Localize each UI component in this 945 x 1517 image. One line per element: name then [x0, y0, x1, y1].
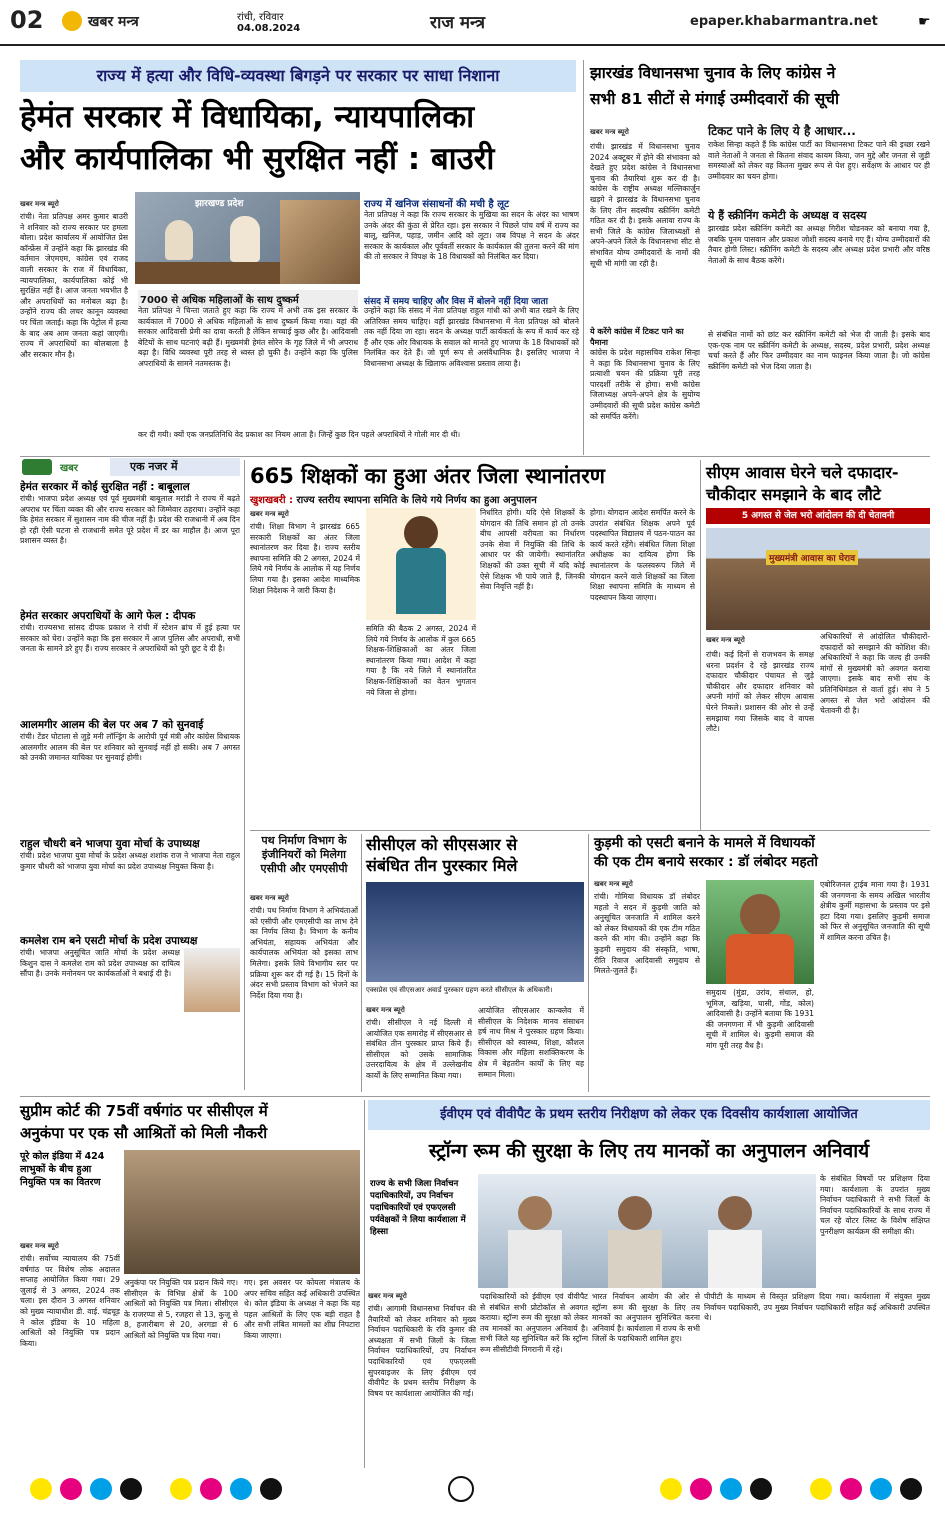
engineers-byline: खबर मन्त्र ब्यूरो [250, 894, 289, 902]
crosshair-icon [448, 1476, 474, 1502]
lead-col4: उन्होंने कहा कि संसद में नेता प्रतिपक्ष राहुल गांधी को अभी बात रखने के लिए अतिरिक्त समय चाहिए। वहीं झारखंड विधानसभा में नेता प्रतिपक्ष को बोलने तक नहीं दिया जा रहा। सदन के अध्यक्ष पार्टी कार्यकर्ता के रूप में कार्य कर रहे हैं और एक ओर विधायक के सवाल को मानते हुए भाजपा के 18 विधायकों को निलंबित कर देते हैं। जो पूर्ण रूप से असंवैधानिक है। इसलिए भाजपा ने विधानसभा अध्यक्ष के खिलाफ अविश्वास प्रस्ताव लाया है। [364, 306, 579, 368]
brand-logo-icon [62, 11, 82, 31]
evm-byline: खबर मन्त्र ब्यूरो [368, 1292, 407, 1300]
list-item-head: कमलेश राम बने एसटी मोर्चा के प्रदेश उपाध्यक्ष [20, 935, 198, 947]
congress-tail: से संबंधित नामों को छांट कर स्क्रीनिंग कमेटी को भेज दी जाती है। इसके बाद एक-एक नाम पर स्क्रीनिंग कमेटी के अध्यक्ष, सदस्य, प्रदेश प्रभारी, प्रदेश अध्यक्ष चर्चा करते हैं और फिर उम्मीदवार का नाम फाइनल किया जाता है। जो कांग्रेस स्क्रीनिंग कमेटी को भेज दिया जाता है। [708, 330, 930, 371]
ccl-headline: सीसीएल को सीएसआर से संबंधित तीन पुरस्कार मिले [366, 835, 518, 875]
cursor-icon: ☛ [918, 14, 931, 30]
congress-byline: खबर मन्त्र ब्यूरो [590, 128, 629, 136]
evm-photo [478, 1174, 816, 1288]
list-item-text: रांची। टेंडर घोटाला से जुड़े मनी लॉन्ड्रिंग के आरोपी पूर्व मंत्री और कांग्रेस विधायक आलमगीर आलम की बेल पर शनिवार को सुनवाई नहीं हो सकी। अब 7 अगस्त को उनकी जमानत याचिका पर सुनवाई होगी। [20, 732, 240, 763]
ccl-byline: खबर मन्त्र ब्यूरो [366, 1006, 405, 1014]
congress-headline: झारखंड विधानसभा चुनाव के लिए कांग्रेस ने सभी 81 सीटों से मंगाई उम्मीदवारों की सूची [590, 64, 840, 108]
supreme-byline: खबर मन्त्र ब्यूरो [20, 1242, 59, 1250]
lead-headline: हेमंत सरकार में विधायिका, न्यायपालिका और कार्यपालिका भी सुरक्षित नहीं : बाउरी [20, 99, 495, 177]
dateline-city: रांची, रविवार [237, 12, 284, 23]
teachers-byline: खबर मन्त्र ब्यूरो [250, 510, 289, 518]
dateline-date: 04.08.2024 [237, 23, 301, 34]
ek-nazar-icon [22, 459, 52, 475]
supreme-col3: गए। इस अवसर पर कोयला मंत्रालय के अपर सचिव सहित कई अधिकारी उपस्थित थे। कोल इंडिया के अध्यक्ष ने कहा कि यह पहल आश्रितों के लिए एक बड़ी राहत है और सभी लंबित मामलों का शीघ्र निपटारा किया जाएगा। [244, 1278, 360, 1340]
photo-banner-text: झारखण्ड प्रदेश [195, 199, 244, 209]
kudmi-photo [706, 880, 814, 984]
list-item [20, 934, 240, 1068]
awas-col1: रांची। कई दिनों से राजभवन के समक्ष धरना प्रदर्शन दे रहे झारखंड राज्य दफादार चौकीदार पंचायत से जुड़े चौकीदार और दफादार शनिवार को अपनी मांगों को लेकर सीएम आवास घेरने निकले। प्रशासन की ओर से उन्हें समझाया गया जिसके बाद वे वापस लौटे। [706, 650, 814, 734]
congress-col2: कांग्रेस के प्रदेश महासचिव राकेश सिन्हा ने कहा कि विधानसभा चुनाव के लिए प्रत्याशी चयन की प्रक्रिया पूरी तरह पारदर्शी तरीके से होगा। सभी कांग्रेस जिलाध्यक्ष अपने-अपने क्षेत्र के सुयोग्य उम्मीदवारों की सूची प्रदेश कांग्रेस कमेटी को समर्पित करेंगे। [590, 348, 700, 421]
list-item-text: रांची। भाजपा प्रदेश अध्यक्ष एवं पूर्व मुख्यमंत्री बाबूलाल मरांडी ने राज्य में बढ़ते अपराध पर चिंता व्यक्त की और राज्य सरकार को जिम्मेवार ठहराया। उन्होंने कहा कि हेमंत सरकार में सुशासन नाम की चीज नहीं है। प्रदेश की राजधानी में अब दिन हो रही ऐसी घटना से राजधानी समेत पूरे प्रदेश में डर का माहौल है। आज पूरा प्रशासन व्यस्त है। [20, 494, 240, 546]
awas-headline: सीएम आवास घेरने चले दफादार- चौकीदार समझाने के बाद लौटे [706, 463, 899, 504]
lead-col1: रांची। नेता प्रतिपक्ष अमर कुमार बाउरी ने शनिवार को राज्य सरकार पर हमला बोला। प्रदेश कार्यालय में आयोजित प्रेस कॉन्फ्रेंस में उन्होंने कहा कि झारखंड की वर्तमान जेएमएम, कांग्रेस एवं राजद वाली सरकार के राज में विधायिका, न्यायपालिका, कार्यपालिका कोई भी सुरक्षित नहीं है। आज जनता भयभीत है और अपराधियों का मनोबल बढ़ा है। उन्होंने राज्य की लचर कानून व्यवस्था पर चिंता जताई। कहा कि पेट्रोल में हत्या के बाद अब आम जनता कहां जाएगी। राज्य में अपराधियों का बोलबाला है और सरकार मौन है। [20, 212, 128, 359]
supreme-photo [124, 1150, 360, 1274]
ek-nazar-list [20, 480, 240, 1090]
masthead [0, 0, 945, 46]
list-item-head: हेमंत सरकार में कोई सुरक्षित नहीं : बाबूलाल [20, 481, 190, 493]
kudmi-col2: समुदाय (मुंडा, उरांव, संथाल, हो, भूमिज, खड़िया, घासी, गोंड, कोल) आदिवासी है। उन्होंने बताया कि 1931 की जनगणना में भी कुड़मी आदिवासी सूची में शामिल थे। कुड़मी समाज की मांग पूरी तरह वैध है। [706, 988, 814, 1050]
section-name: राज मन्त्र [430, 13, 485, 33]
list-item [20, 480, 240, 606]
kudmi-col3: एबोरिजनल ट्राईब माना गया है। 1931 की जनगणना के समय अखिल भारतीय क्षेत्रीय कुर्मी महासभा के प्रस्ताव पर इसे हटा दिया गया। इसलिए कुड़मी समाज को फिर से अनुसूचित जनजाति की सूची में शामिल करना उचित है। [820, 880, 930, 942]
awas-col2: अधिकारियों से आंदोलित चौकीदारों-दफादारों को समझाने की कोशिश की। अधिकारियों ने कहा कि जल्द ही उनकी मांगों से मुख्यमंत्री को अवगत कराया जाएगा। इसके बाद सभी संघ के प्रतिनिधिमंडल से वार्ता हुई। संघ ने 5 अगस्त से जेल भरो आंदोलन की चेतावनी दी है। [820, 632, 930, 716]
kudmi-byline: खबर मन्त्र ब्यूरो [594, 880, 633, 888]
congress-col3: राकेश सिन्हा कहते हैं कि कांग्रेस पार्टी का विधानसभा टिकट पाने की इच्छा रखने वाले नेताओं ने जनता से कितना संवाद कायम किया, जन मुद्दे और जनता से जुड़ी समस्याओं को लेकर वह कितना मुखर रूप से पेश हुए। सर्वेक्षण के आधार पर ही उम्मीदवार का चयन होगा। [708, 140, 930, 181]
evm-col2: पदाधिकारियों को ईवीएम एवं वीवीपैट से संबंधित सभी प्रोटोकॉल से अवगत कराया। स्ट्रॉन्ग रूम की सुरक्षा को लेकर तय मानकों का अनुपालन अनिवार्य है। सभी जिले यह सुनिश्चित करें कि स्ट्रॉन्ग रूम सीसीटीवी निगरानी में रहे। [480, 1292, 588, 1354]
list-item-head: आलमगीर आलम की बेल पर अब 7 को सुनवाई [20, 719, 204, 731]
photo-banner-text: मुख्यमंत्री आवास का घेराव [766, 550, 858, 565]
evm-col4: पीपीटी के माध्यम से विस्तृत प्रशिक्षण दिया गया। कार्यशाला में संयुक्त मुख्य निर्वाचन पदाधिकारी, उप मुख्य निर्वाचन पदाधिकारी सहित कई अधिकारी उपस्थित थे। [704, 1292, 930, 1323]
brand-name: खबर मन्त्र [88, 14, 139, 30]
evm-col-right: के संबंधित विषयों पर प्रशिक्षण दिया गया। कार्यशाला के उपरांत मुख्य निर्वाचन पदाधिकारी ने सभी जिलों के निर्वाचन पदाधिकारियों के साथ राज्य में चल रहे वोटर लिस्ट के विशेष संक्षिप्त पुनरीक्षण कार्यक्रम की समीक्षा की। [820, 1174, 930, 1236]
ek-nazar-brand: खबर [60, 463, 78, 474]
list-item-text: रांची। भाजपा अनुसूचित जाति मोर्चा के प्रदेश अध्यक्ष किशुन दास ने कमलेश राम को प्रदेश उपाध्यक्ष का दायित्व सौंपा है। उनके मनोनयन पर कार्यकर्ताओं ने बधाई दी है। [20, 948, 180, 979]
supreme-col1: रांची। सर्वोच्च न्यायालय की 75वीं वर्षगांठ पर विशेष लोक अदालत सप्ताह आयोजित किया गया। 29 जुलाई से 3 अगस्त, 2024 तक चला। इस दौरान 3 अगस्त शनिवार को मुख्य न्यायाधीश डी. वाई. चंद्रचूड़ ने कोल इंडिया के 10 महिला आश्रितों को नियुक्ति पत्र प्रदान किया। [20, 1254, 120, 1348]
congress-col1: रांची। झारखंड में विधानसभा चुनाव 2024 अक्टूबर में होने की संभावना को देखते हुए प्रदेश कांग्रेस ने विधानसभा चुनाव की तैयारियां शुरू कर दी है। कांग्रेस के राष्ट्रीय अध्यक्ष मल्लिकार्जुन खड़गे ने झारखंड के विधानसभा चुनाव के लिए तीन सदस्यीय स्क्रीनिंग कमेटी गठित कर दी है। इसके अलावा राज्य के सभी जिले के कांग्रेस जिलाध्यक्षों से अपने-अपने जिले के विधानसभा सीट से संभावित योग्य उम्मीदवारों के नामों की सूची भी मांगी जा रही है। [590, 142, 700, 268]
lead-col2: नेता प्रतिपक्ष ने चिन्ता जताते हुए कहा कि राज्य में अभी तक इस सरकार के कार्यकाल में 7000 से अधिक महिलाओं के साथ दुष्कर्म किया गया। यहां की सरकार आदिवासी प्रेमी का दावा करती है लेकिन सच्चाई कुछ और है। आदिवासी बेटियों के साथ घटनाएं बढ़ी हैं। मुख्यमंत्री हेमंत सोरेन के गृह जिले में भी अपराध बढ़ा है। विधि व्यवस्था पूरी तरह से ध्वस्त हो चुकी है। उन्होंने कहा कि पुलिस अपराधियों के सामने नतमस्तक है। [138, 306, 358, 368]
evm-headline: स्ट्रॉन्ग रूम की सुरक्षा के लिए तय मानकों का अनुपालन अनिवार्य [428, 1140, 870, 1162]
ek-nazar-title: एक नजर में [110, 458, 240, 476]
lead-sub2: राज्य में खनिज संसाधनों की मची है लूट [364, 199, 510, 210]
lead-photo-2 [280, 200, 360, 284]
teachers-headline: 665 शिक्षकों का हुआ अंतर जिला स्थानांतरण [250, 464, 605, 488]
list-item-text: रांची। राज्यसभा सांसद दीपक प्रकाश ने रांची में स्टेशन ब्रांच में हुई हत्या पर सरकार को घेरा। उन्होंने कहा कि इस सरकार में आज पुलिस और अपराधी, सभी जनता के सामने डरे हुए हैं। राज्य सरकार ने अपराधियों को पूरी छूट दे दी है। [20, 623, 240, 654]
list-item-text: रांची। प्रदेश भाजपा युवा मोर्चा के प्रदेश अध्यक्ष शशांक राज ने भाजपा नेता राहुल कुमार चौधरी को भाजपा युवा मोर्चा का प्रदेश उपाध्यक्ष नियुक्त किया है। [20, 851, 240, 871]
teachers-col3: निर्धारित होगी। यदि ऐसे शिक्षकों के योगदान की तिथि समान हो तो उनके बीच आपसी वरीयता का निर्धारण उनके सेवा में नियुक्ति की तिथि के आधार पर की जायेगी। स्थानांतरित शिक्षकों की उक्त सूची में यदि कोई ऐसे शिक्षक भी पाये जाते हैं, जिनकी सेवा निवृत्ति नहीं है। [480, 508, 585, 592]
list-item-head: राहुल चौधरी बने भाजपा युवा मोर्चा के उपाध्यक्ष [20, 838, 200, 850]
evm-kicker: ईवीएम एवं वीवीपैट के प्रथम स्तरीय निरीक्षण को लेकर एक दिवसीय कार्यशाला आयोजित [368, 1100, 930, 1130]
supreme-kicker: पूरे कोल इंडिया में 424 लाभुकों के बीच हुआ नियुक्ति पत्र का वितरण [20, 1151, 105, 1188]
congress-sub2: ये हैं स्क्रीनिंग कमेटी के अध्यक्ष व सदस्य [708, 209, 867, 222]
kicker-label: खुशखबरी : [250, 495, 294, 506]
congress-sub1: ये करेंगे कांग्रेस में टिकट पाने का पैमाना [590, 327, 684, 347]
kudmi-headline: कुड़मी को एसटी बनाने के मामले में विधायकों की एक टीम बनाये सरकार : डॉ लंबोदर महतो [594, 835, 818, 870]
engineers-text: रांची। पथ निर्माण विभाग ने अभियंताओं को एसीपी और एमएसीपी का लाभ देने का निर्णय लिया है। विभाग के कनीय अभियंता, सहायक अभियंता और कार्यपालक अभियंता को इसका लाभ मिलेगा। इसके लिये विभागीय स्तर पर प्रक्रिया शुरू कर दी गई है। 15 दिनों के अंदर सभी प्रस्ताव विभाग को भेजने का निर्देश दिया गया है। [250, 906, 358, 1000]
lead-byline: खबर मन्त्र ब्यूरो [20, 200, 59, 208]
evm-box: राज्य के सभी जिला निर्वाचन पदाधिकारियों, उप निर्वाचन पदाधिकारियों एवं एफएलसी पर्यवेक्षकों ने लिया कार्यशाला में हिस्सा [370, 1179, 466, 1237]
lead-tail: कर दी गयी। क्यों एक जनप्रतिनिधि वेद प्रकाश का नियम आता है। जिन्हें कुछ दिन पहले अपराधियों ने गोली मार दी थी। [138, 430, 461, 439]
list-item [20, 718, 240, 834]
lead-sub3: संसद में समय चाहिए और विस में बोलने नहीं दिया जाता [364, 297, 548, 307]
ccl-caption: एक्सप्रेस एवं सीएसआर अवार्ड पुरस्कार ग्रहण करते सीसीएल के अधिकारी। [366, 986, 553, 994]
teachers-kicker: खुशखबरी : राज्य स्तरीय स्थापना समिति के लिये गये निर्णय का हुआ अनुपालन [250, 495, 537, 506]
teacher-illustration [366, 508, 476, 620]
congress-col4: झारखंड प्रदेश स्क्रीनिंग कमेटी का अध्यक्ष गिरीश चोडनकर को बनाया गया है, जबकि पूनम पासवान और प्रकाश जोशी सदस्य बनाये गए हैं। योग्य उम्मीदवारों की तैयार होगी लिस्ट। स्क्रीनिंग कमेटी के सदस्य और अध्यक्ष प्रदेश प्रभारी और वरिष्ठ नेताओं के साथ बैठक करेंगे। [708, 224, 930, 265]
supreme-col2: अनुकंपा पर नियुक्ति पत्र प्रदान किये गए। सीसीएल के विभिन्न क्षेत्रों के 100 आश्रितों को नियुक्ति पत्र मिला। सीसीएल के राजरप्पा से 5, रजहरा से 13, कुजू से 8, हजारीबाग से 20, अरगडा से 6 आश्रितों को नियुक्ति पत्र दिया गया। [124, 1278, 238, 1340]
list-item [20, 609, 240, 715]
lead-col3: नेता प्रतिपक्ष ने कहा कि राज्य सरकार के मुखिया का सदन के अंदर का भाषण उनके अंदर की कुंठा से प्रेरित रहा। इस सरकार ने पिछले पांच वर्ष में राज्य का बालू, खनिज, पहाड़, जमीन आदि को लूटा। जब विपक्ष ने सदन के अंदर सरकार के कार्यकाल और पूर्ववर्ती सरकार के कार्यकाल की तुलना करने की मांग की तो सरकार ने विपक्ष के 18 विधायकों को निलंबित कर दिया। [364, 210, 579, 262]
teachers-col2: समिति की बैठक 2 अगस्त, 2024 में लिये गये निर्णय के आलोक में कुल 665 शिक्षक-शिक्षिकाओं का अंतर जिला स्थानांतरण किया गया। आदेश में कहा गया है कि नये जिले में स्थानांतरित शिक्षक-शिक्षिकाओं का वेतन भुगतान नये जिला से होगा। [366, 624, 476, 697]
list-item [20, 837, 240, 931]
lead-sub1: 7000 से अधिक महिलाओं के साथ दुष्कर्म [138, 290, 358, 308]
teachers-col1: रांची। शिक्षा विभाग ने झारखंड 665 सरकारी शिक्षकों का अंतर जिला स्थानांतरण कर दिया है। राज्य स्तरीय स्थापना समिति की 2 अगस्त, 2024 में लिये गये निर्णय के आलोक में यह निर्णय लिया गया है। इसका आदेश माध्यमिक शिक्षा निदेशक ने जारी किया है। [250, 522, 360, 595]
kudmi-col1: रांची। गोमिया विधायक डॉ लंबोदर महतो ने सदन में कुड़मी जाति को अनुसूचित जनजाति में शामिल करने को लेकर विधायकों की एक टीम गठित करने की मांग की। उन्होंने कहा कि कुड़मी समुदाय की संस्कृति, भाषा, रीति रिवाज आदिवासी समुदाय से मिलते-जुलते हैं। [594, 892, 700, 976]
list-item-head: हेमंत सरकार अपराधियों के आगे फेल : दीपक [20, 610, 196, 622]
engineers-headline: पथ निर्माण विभाग के इंजीनियरों को मिलेगा एसीपी और एमएसीपी [260, 834, 348, 875]
congress-box-head: टिकट पाने के लिए ये है आधार... [708, 124, 856, 138]
awas-byline: खबर मन्त्र ब्यूरो [706, 636, 745, 644]
awas-photo [706, 528, 930, 630]
supreme-headline: सुप्रीम कोर्ट की 75वीं वर्षगांठ पर सीसीएल में अनुकंपा पर एक सौ आश्रितों को मिली नौकरी [20, 1102, 268, 1142]
ccl-photo [366, 882, 584, 982]
teachers-col4: होगा। योगदान आदेश समर्पित करने के उपरांत संबंधित शिक्षक अपने पूर्व पदस्थापित विद्यालय में पठन-पाठन का कार्य करते रहेंगे। संबंधित जिला शिक्षा अधीक्षक का दायित्व होगा कि स्थानांतरण के फलस्वरूप जिले में योगदान करने वाले शिक्षकों का जिला शिक्षा स्थापना समिति के माध्यम से पदस्थापन किया जाएगा। [590, 508, 695, 602]
portrait-photo [184, 948, 240, 1012]
ccl-col1: रांची। सीसीएल ने नई दिल्ली में आयोजित एक समारोह में सीएसआर से संबंधित तीन पुरस्कार प्राप्त किये हैं। सीसीएल को उसके सामाजिक उत्तरदायित्व के क्षेत्र में उल्लेखनीय कार्यों के लिए सम्मानित किया गया। [366, 1018, 472, 1080]
epaper-link[interactable]: epaper.khabarmantra.net [690, 14, 878, 29]
evm-col3: भारत निर्वाचन आयोग की ओर से स्ट्रॉन्ग रूम की सुरक्षा के लिए तय मानकों का अनुपालन सुनिश्चित करना अनिवार्य है। कार्यशाला में राज्य के सभी जिलों के पदाधिकारी शामिल हुए। [592, 1292, 700, 1344]
print-registration-marks [0, 1474, 945, 1504]
awas-kicker: 5 अगस्त से जेल भरो आंदोलन की दी चेतावनी [706, 508, 930, 524]
ccl-col2: आयोजित सीएसआर कान्क्लेव में सीसीएल के निदेशक मानव संसाधन हर्ष नाथ मिश्र ने पुरस्कार ग्रहण किया। सीसीएल को स्वास्थ्य, शिक्षा, कौशल विकास और महिला सशक्तिकरण के क्षेत्र में बेहतरीन कार्यों के लिए यह सम्मान मिला। [478, 1006, 584, 1079]
evm-col1: रांची। आगामी विधानसभा निर्वाचन की तैयारियों को लेकर शनिवार को मुख्य निर्वाचन पदाधिकारी के रवि कुमार की अध्यक्षता में सभी जिलों के जिला निर्वाचन पदाधिकारियों, उप निर्वाचन पदाधिकारियों एवं एफएलसी सुपरवाइजर के लिए ईवीएम एवं वीवीपैट के प्रथम स्तरीय निरीक्षण के विषय पर कार्यशाला आयोजित की गई। [368, 1304, 476, 1398]
page-number: 02 [10, 6, 44, 34]
lead-kicker: राज्य में हत्या और विधि-व्यवस्था बिगड़ने पर सरकार पर साधा निशाना [20, 60, 576, 92]
ek-nazar-label [20, 458, 240, 476]
